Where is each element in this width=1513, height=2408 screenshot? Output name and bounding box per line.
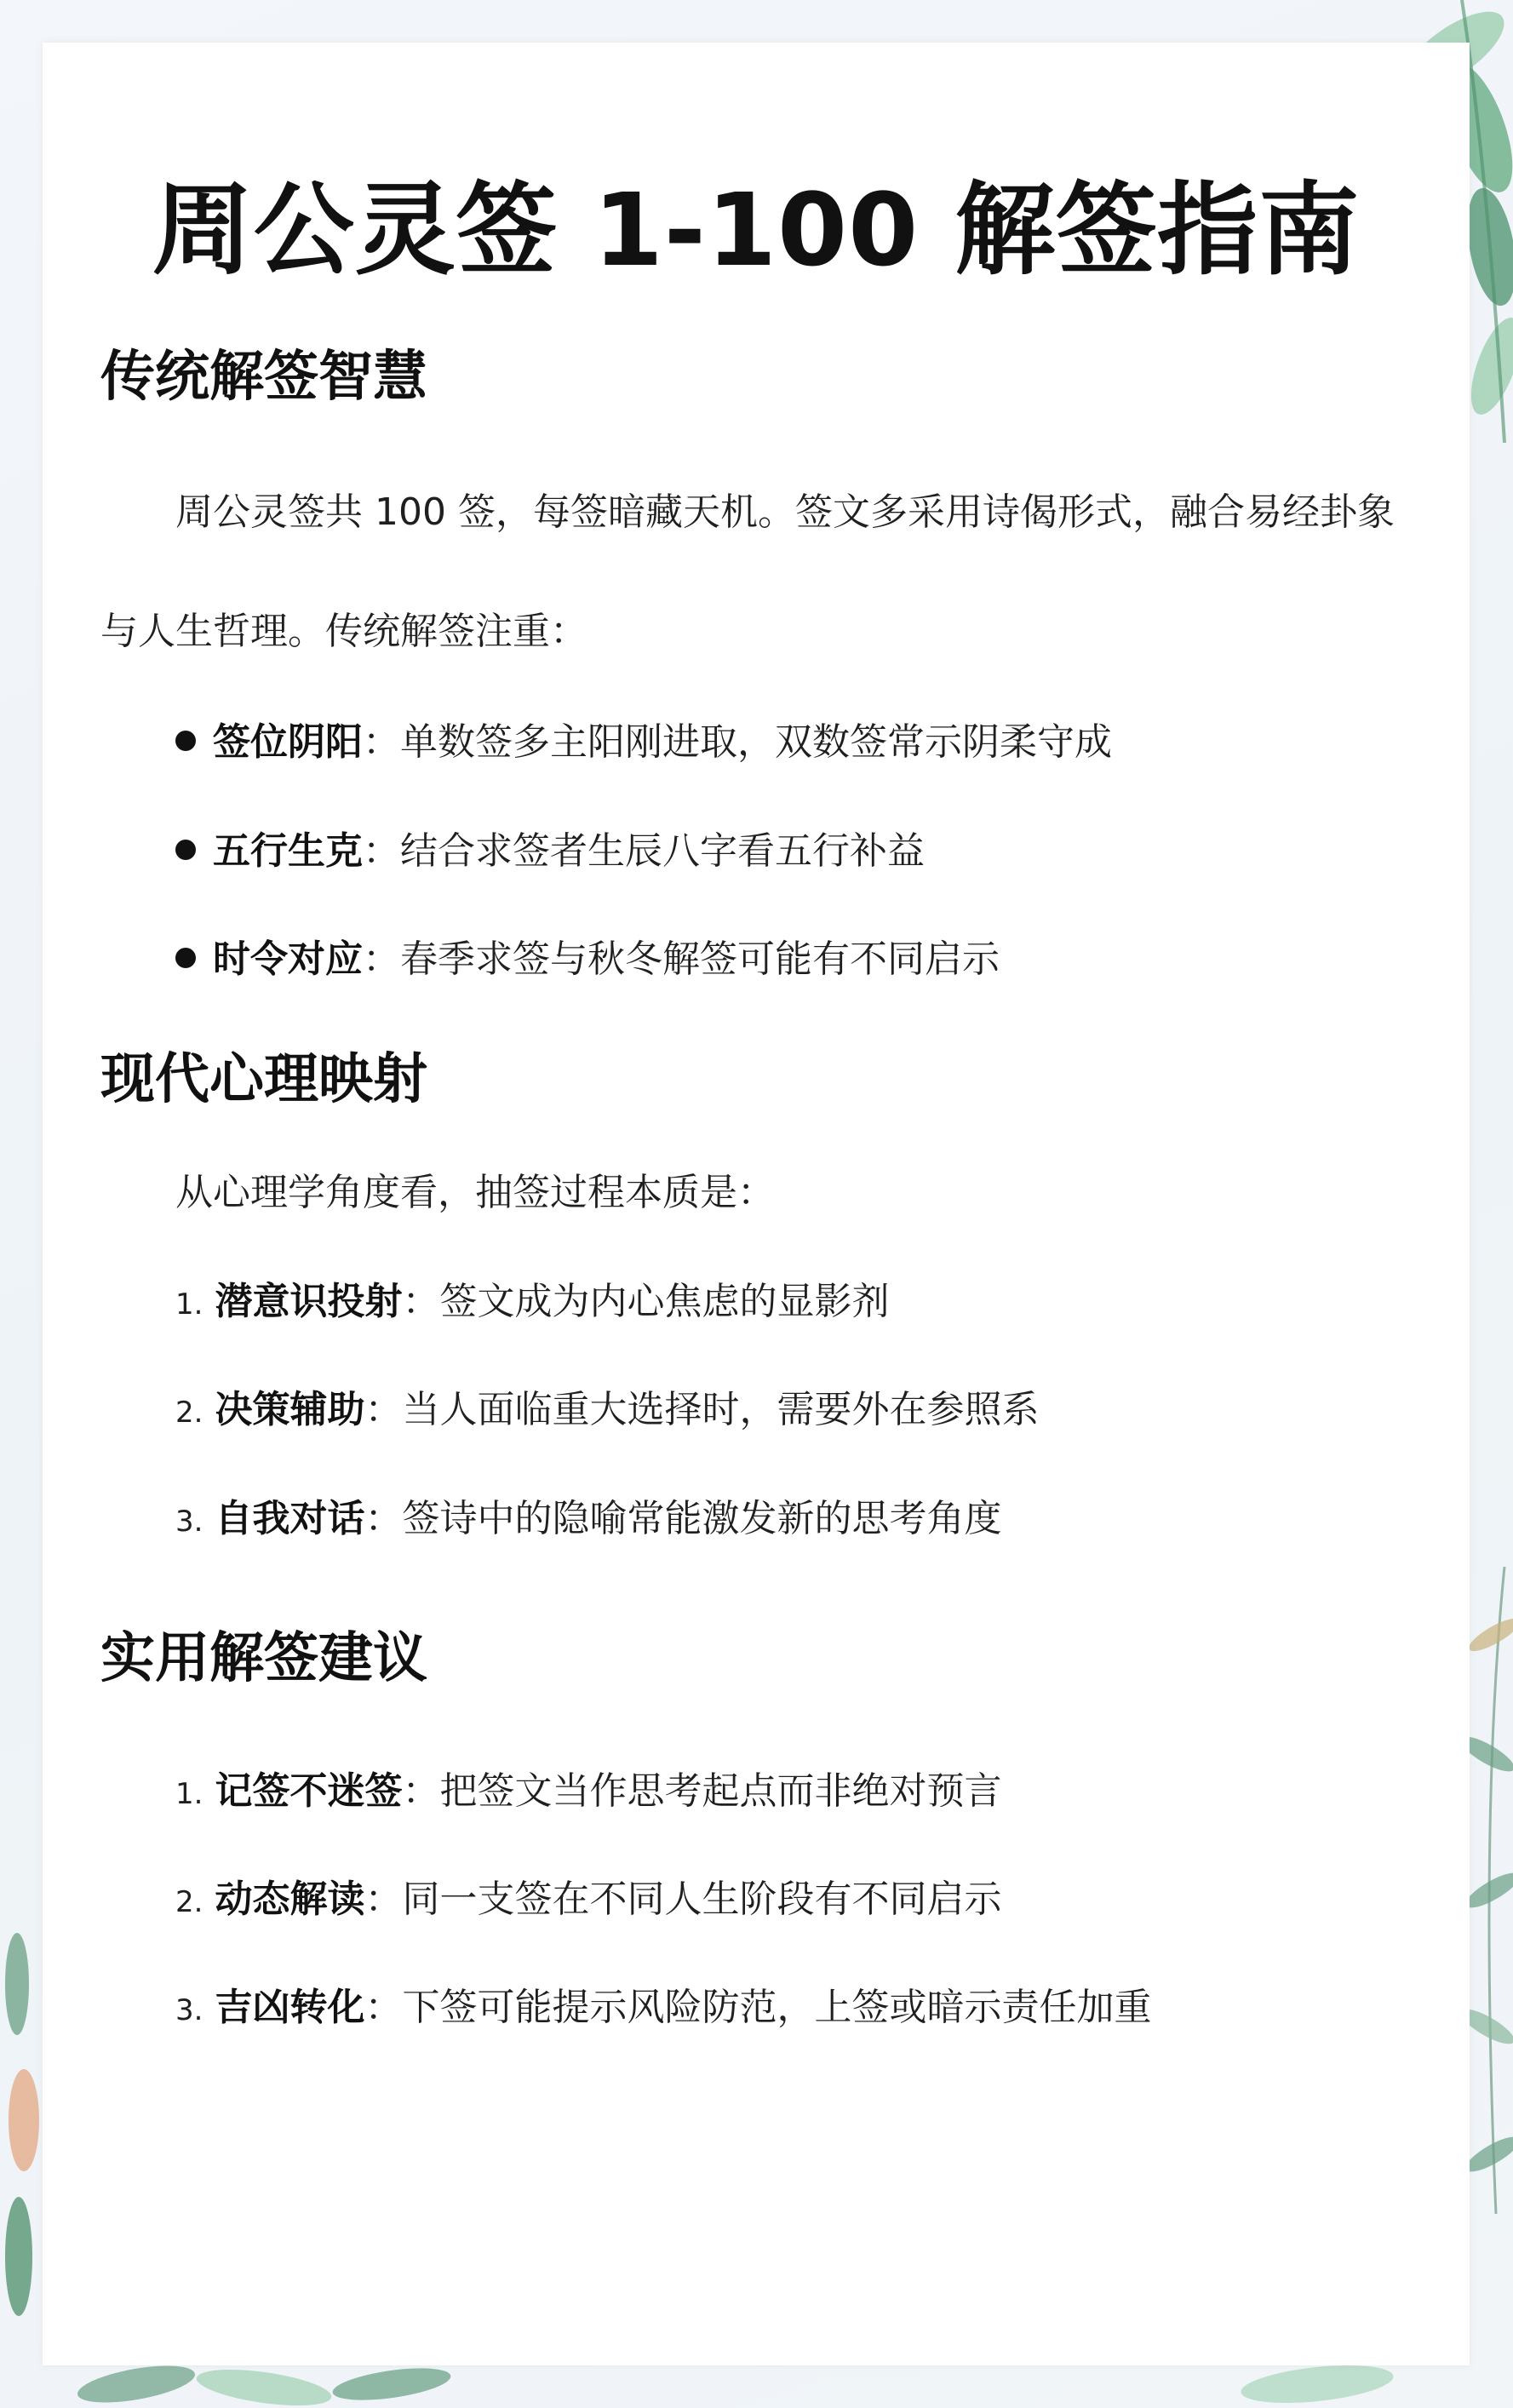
numbered-item-term: 潜意识投射 [215, 1280, 403, 1323]
section-paragraph-line: 与人生哲理。传统解签注重： [100, 610, 587, 653]
bullet-item-term: 时令对应 [213, 937, 363, 981]
section-heading-practical: 实用解签建议 [100, 1627, 427, 1690]
section-paragraph-line: 从心理学角度看，抽签过程本质是： [175, 1171, 775, 1214]
numbered-item-term: 自我对话 [215, 1497, 365, 1540]
numbered-item [175, 1983, 1151, 2032]
numbered-item-desc: ：签文成为内心焦虑的显影剂 [402, 1280, 890, 1323]
bullet-item [175, 827, 925, 875]
numbered-item-term: 记签不迷签 [215, 1769, 403, 1813]
list-number: 1. [175, 1777, 203, 1811]
list-number: 3. [175, 1993, 203, 2027]
numbered-item [175, 1875, 1001, 1924]
numbered-item [175, 1385, 1039, 1434]
list-number: 1. [175, 1287, 203, 1322]
numbered-item [175, 1277, 889, 1326]
numbered-item [175, 1767, 1001, 1815]
bullet-dot-icon [175, 948, 196, 968]
numbered-item-term: 动态解读 [215, 1878, 365, 1921]
document-paper [43, 43, 1470, 2365]
bullet-item-term: 五行生克 [213, 829, 363, 873]
bullet-item-desc: ：结合求签者生辰八字看五行补益 [363, 829, 925, 873]
numbered-item [175, 1494, 1001, 1543]
list-number: 2. [175, 1885, 203, 1919]
list-number: 3. [175, 1505, 203, 1539]
section-heading-traditional: 传统解签智慧 [100, 346, 427, 409]
bullet-dot-icon [175, 731, 196, 751]
bullet-item [175, 718, 1112, 766]
section-heading-psychology: 现代心理映射 [100, 1048, 427, 1111]
numbered-item-desc: ：把签文当作思考起点而非绝对预言 [402, 1769, 1002, 1813]
bullet-dot-icon [175, 840, 196, 860]
page-title: 周公灵签 1-100 解签指南 [152, 171, 1361, 289]
numbered-item-desc: ：同一支签在不同人生阶段有不同启示 [364, 1878, 1002, 1921]
bullet-item [175, 935, 1000, 983]
numbered-item-term: 决策辅助 [215, 1388, 365, 1431]
bullet-item-desc: ：春季求签与秋冬解签可能有不同启示 [363, 937, 1000, 981]
numbered-item-desc: ：下签可能提示风险防范，上签或暗示责任加重 [364, 1986, 1152, 2029]
list-number: 2. [175, 1396, 203, 1430]
bullet-item-desc: ：单数签多主阳刚进取，双数签常示阴柔守成 [363, 720, 1112, 764]
section-paragraph-line: 周公灵签共 100 签，每签暗藏天机。签文多采用诗偈形式，融合易经卦象 [175, 490, 1395, 534]
numbered-item-desc: ：当人面临重大选择时，需要外在参照系 [364, 1388, 1040, 1431]
numbered-item-desc: ：签诗中的隐喻常能激发新的思考角度 [364, 1497, 1002, 1540]
numbered-item-term: 吉凶转化 [215, 1986, 365, 2029]
bullet-item-term: 签位阴阳 [213, 720, 363, 764]
